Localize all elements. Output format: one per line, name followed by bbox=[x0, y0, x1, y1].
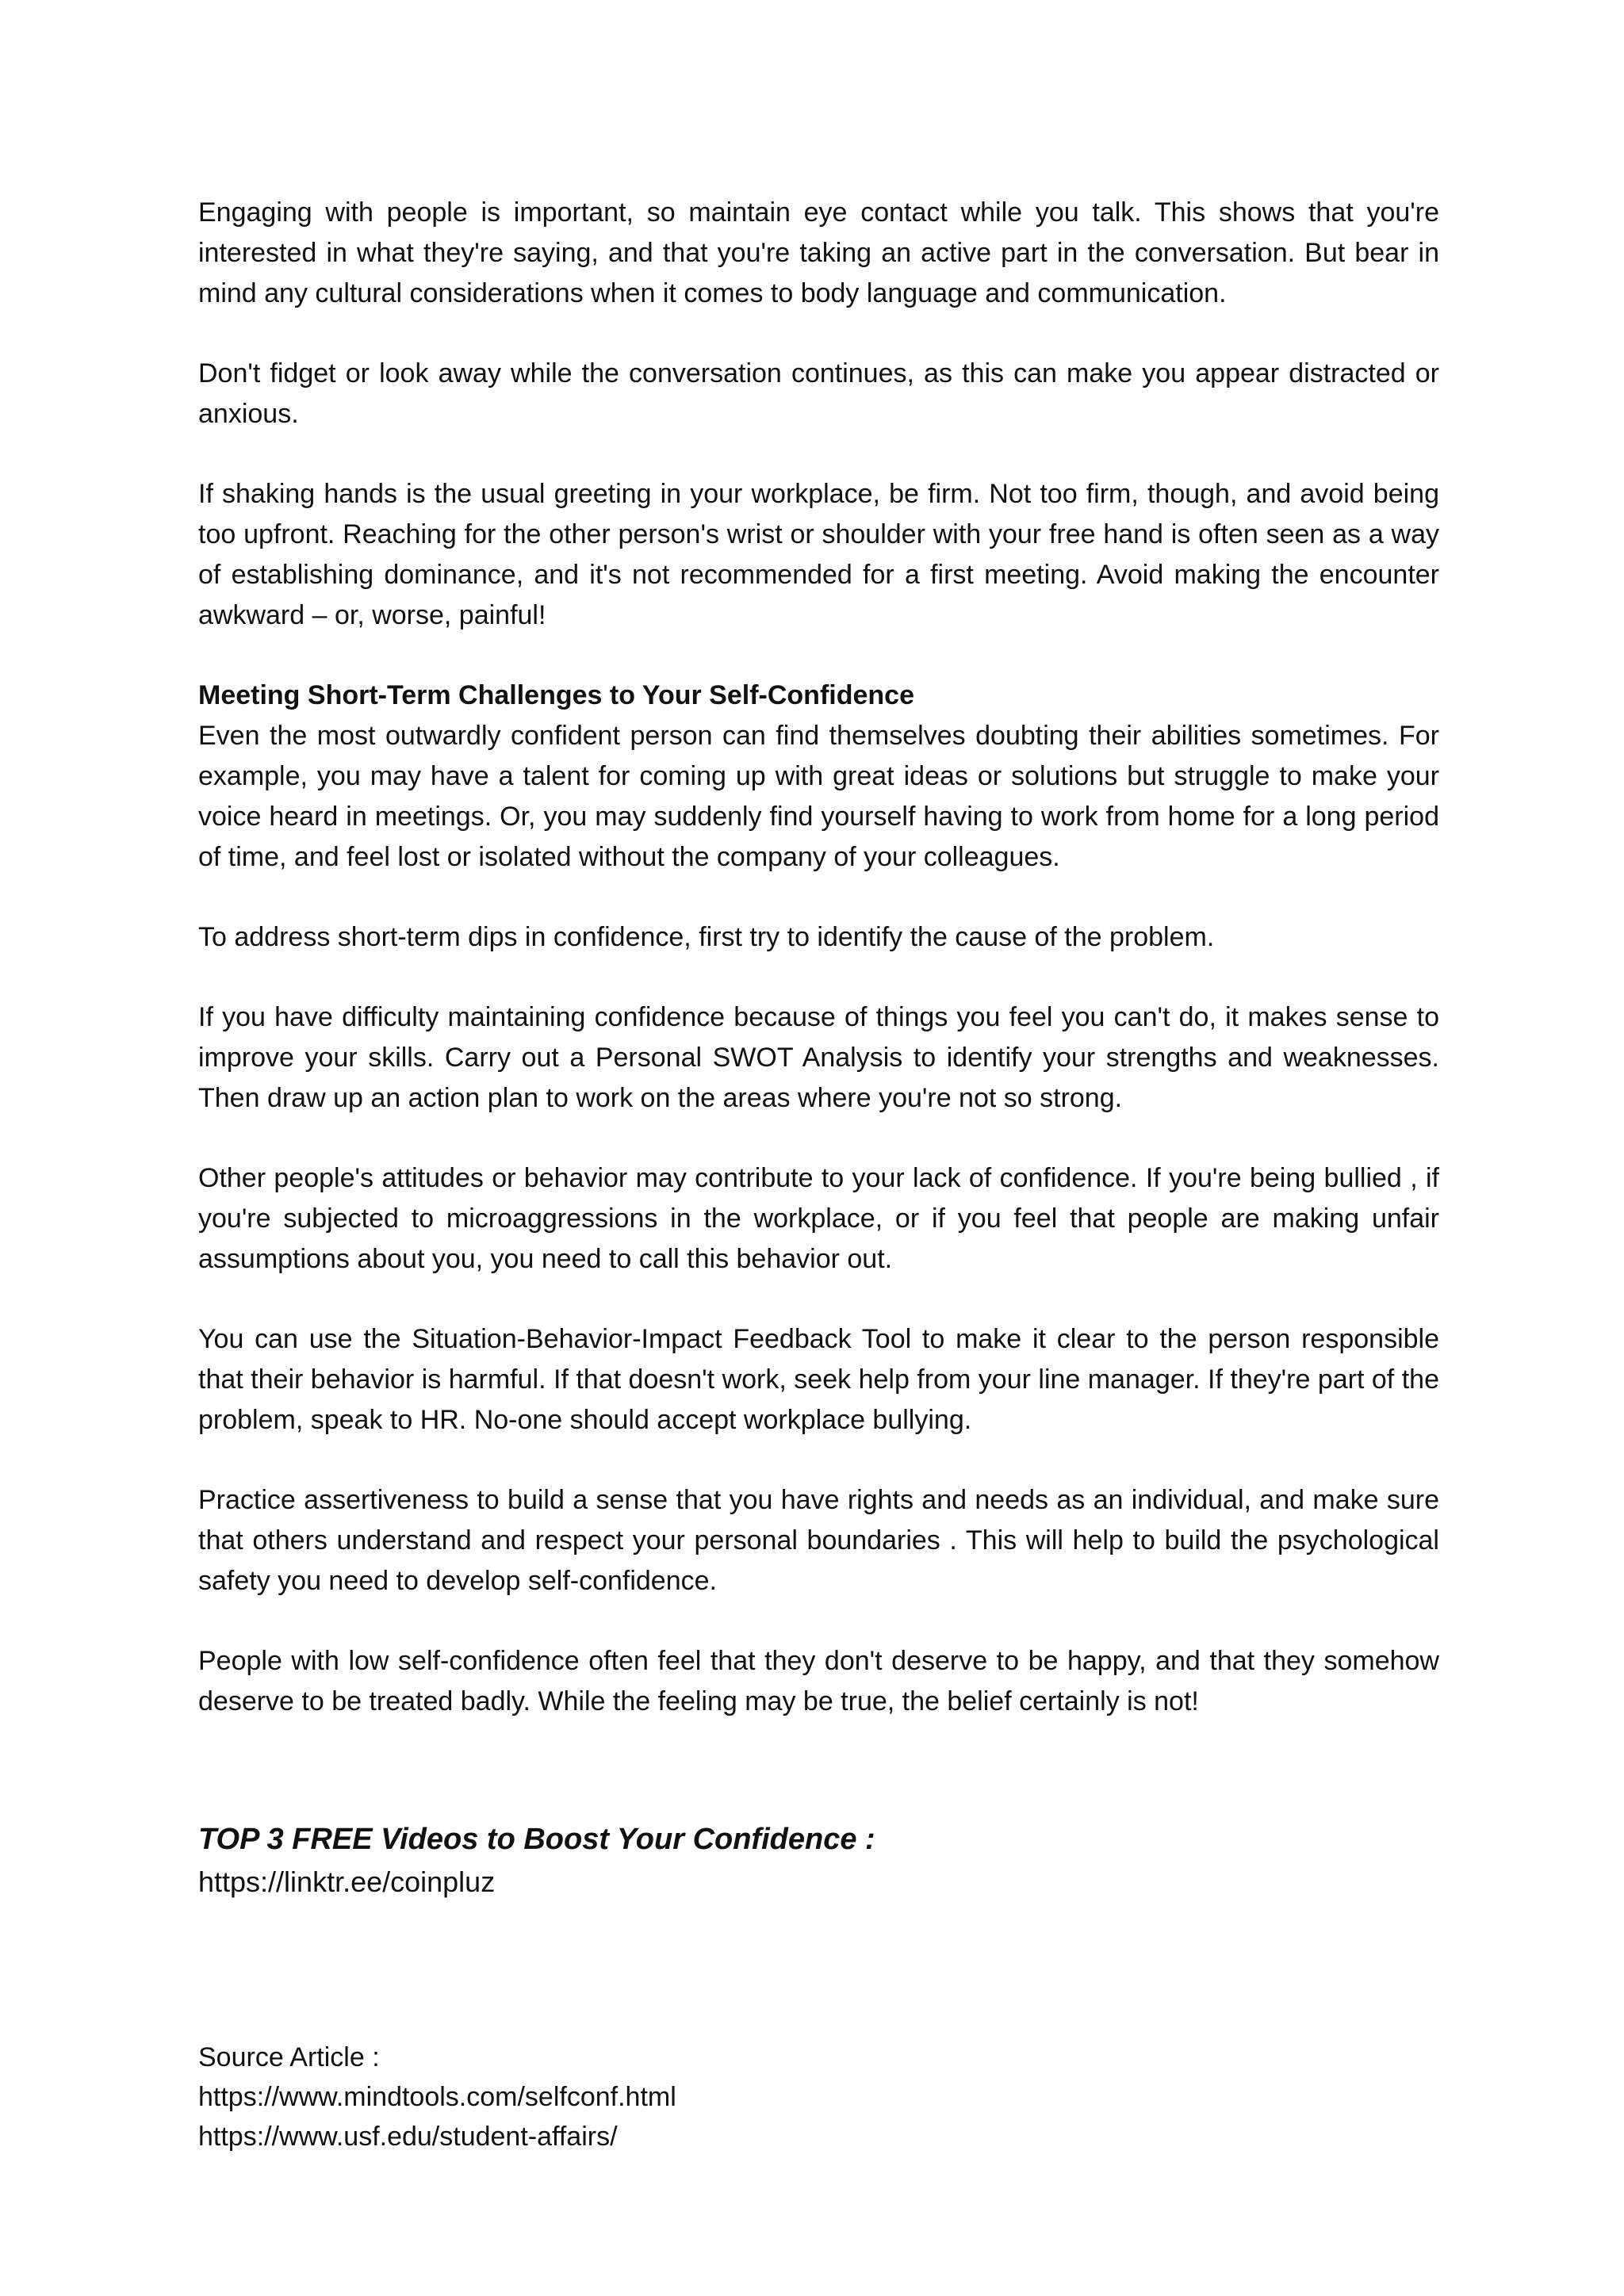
paragraph-low-confidence: People with low self-confidence often feel that they don't deserve to be happy, and that they somehow deserve to be treated badly. While the feeling may be true, the belief certainly is not! bbox=[198, 1646, 1439, 1716]
paragraph-eye-contact: Engaging with people is important, so maintain eye contact while you talk. This shows that you're interested in what they're saying, and that you're taking an active part in the conversation. But bear in mind any cultural considerations when it comes to body language and communication. bbox=[198, 197, 1439, 308]
paragraph-fidget: Don't fidget or look away while the conversation continues, as this can make you appear distracted or anxious. bbox=[198, 358, 1439, 429]
source-link-usf[interactable]: https://www.usf.edu/student-affairs/ bbox=[198, 2122, 618, 2152]
cta-link[interactable]: https://linktr.ee/coinpluz bbox=[198, 1866, 496, 1898]
paragraph-improve-skills: If you have difficulty maintaining confidence because of things you feel you can't do, it makes sense to improve your skills. Carry out a Personal SWOT Analysis to identify your strengths and weaknesses. Then draw up an action plan to work on the areas where you're not so strong. bbox=[198, 1002, 1439, 1113]
paragraph-identify-cause: To address short-term dips in confidence, first try to identify the cause of the problem. bbox=[198, 922, 1215, 952]
source-label: Source Article : bbox=[198, 2042, 380, 2072]
paragraph-others-behavior: Other people's attitudes or behavior may contribute to your lack of confidence. If you're being bullied , if you're subjected to microaggressions in the workplace, or if you feel that people are making unfair assumptions about you, you need to call this behavior out. bbox=[198, 1163, 1439, 1274]
section-title: Meeting Short-Term Challenges to Your Self-Confidence bbox=[198, 680, 914, 710]
paragraph-handshake: If shaking hands is the usual greeting in your workplace, be firm. Not too firm, though, and avoid being too upfront. Reaching for the other person's wrist or shoulder with your free hand is often seen as a way of establishing dominance, and it's not recommended for a first meeting. Avoid making the encounter awkward – or, worse, painful! bbox=[198, 479, 1439, 630]
paragraph-assertiveness: Practice assertiveness to build a sense that you have rights and needs as an individual, and make sure that others understand and respect your personal boundaries . This will help to build the psychological safety you need to develop self-confidence. bbox=[198, 1485, 1439, 1596]
cta-title: TOP 3 FREE Videos to Boost Your Confidence : bbox=[198, 1823, 875, 1856]
paragraph-feedback-tool: You can use the Situation-Behavior-Impact Feedback Tool to make it clear to the person responsible that their behavior is harmful. If that doesn't work, seek help from your line manager. If they're part of the problem, speak to HR. No-one should accept workplace bullying. bbox=[198, 1324, 1439, 1435]
section-intro-paragraph: Even the most outwardly confident person can find themselves doubting their abilities sometimes. For example, you may have a talent for coming up with great ideas or solutions but struggle to make your voice heard in meetings. Or, you may suddenly find yourself having to work from home for a long period of time, and feel lost or isolated without the company of your colleagues. bbox=[198, 721, 1439, 872]
source-link-mindtools[interactable]: https://www.mindtools.com/selfconf.html bbox=[198, 2082, 676, 2112]
document-page bbox=[198, 193, 1439, 2156]
cta-block bbox=[198, 1817, 1439, 1903]
source-block bbox=[198, 2038, 1439, 2156]
